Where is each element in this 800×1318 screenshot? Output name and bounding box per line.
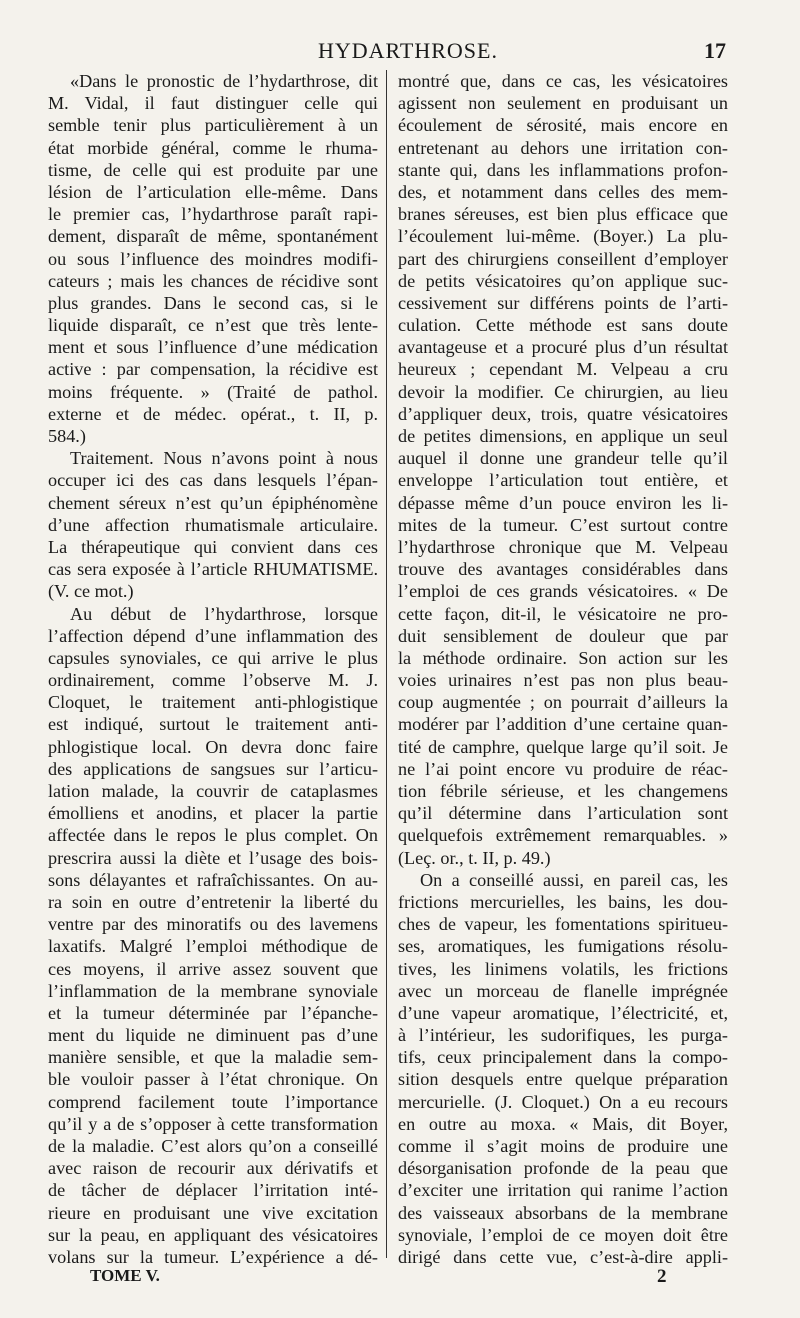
text-line: l’affection dépend d’une inflammation des: [48, 625, 378, 646]
text-line: mercurielle. (J. Cloquet.) On a eu recours: [398, 1091, 728, 1112]
text-line: (V. ce mot.): [48, 581, 134, 602]
text-line: externe et de médec. opérat., t. II, p.: [48, 403, 378, 424]
text-line: stante qui, dans les inflammations profon-: [398, 159, 728, 180]
text-line: des, et notamment dans celles des mem-: [398, 181, 728, 202]
text-line: culation. Cette méthode est sans doute: [398, 315, 728, 336]
text-line: avantageuse et a procuré plus d’un résultat: [398, 337, 728, 358]
text-line: lation malade, la couvrir de cataplasmes: [48, 781, 378, 801]
text-line: tisme, de celle qui est produite par une: [48, 159, 378, 180]
text-line: active : par compensation, la récidive est: [48, 359, 378, 380]
text-line: avec un morceau de flanelle imprégnée: [398, 980, 728, 1001]
text-line: l’hydarthrose chronique que M. Velpeau: [398, 536, 728, 557]
text-line: et la tumeur déterminée par l’épanche-: [48, 1002, 378, 1023]
text-line: de petits vésicatoires qu’on applique suc-: [398, 270, 728, 291]
text-line: coup augmentée ; on pourrait d’ailleurs la: [398, 692, 728, 713]
column-rule: [386, 70, 387, 1258]
text-line: ra soin en outre d’entretenir la liberté du: [48, 891, 378, 912]
text-line: de petites dimensions, en applique un seul: [398, 426, 728, 446]
text-line: semble tenir plus particulièrement à un: [48, 115, 378, 136]
text-line: de tâcher de déplacer l’irritation inté-: [48, 1180, 378, 1201]
text-line: M. Vidal, il faut distinguer celle qui: [48, 93, 378, 114]
running-head: [0, 38, 800, 68]
text-line: cette façon, dit-il, le vésicatoire ne pro-: [398, 603, 728, 624]
text-line: l’emploi de ces grands vésicatoires. « De: [398, 581, 728, 602]
volume-label: TOME V.: [90, 1266, 160, 1285]
text-line: auquel il donne une grandeur telle qu’il: [398, 448, 728, 469]
text-line: l’écoulement lui-même. (Boyer.) La plu-: [398, 226, 728, 247]
left-column: [48, 70, 378, 1268]
text-line: émolliens et anodins, et placer la partie: [48, 803, 378, 824]
text-line: ordinairement, comme l’observe M. J.: [48, 670, 378, 691]
text-line: trouve des avantages considérables dans: [398, 559, 728, 580]
text-line: phlogistique local. On devra donc faire: [48, 736, 378, 757]
text-line: prescrira aussi la diète et l’usage des bois-: [48, 847, 378, 868]
text-line: ches de vapeur, les fomentations spiritueu-: [398, 914, 728, 935]
text-line: modérer par l’addition d’une certaine quan-: [398, 714, 728, 735]
text-line: La thérapeutique qui convient dans ces: [48, 536, 378, 557]
text-line: qu’il y a de s’opposer à cette transformation: [48, 1113, 378, 1134]
text-line: d’appliquer deux, trois, quatre vésicatoires: [398, 403, 728, 424]
text-line: moins fréquente. » (Traité de pathol.: [48, 381, 378, 402]
text-line: dement, disparaît de même, spontanément: [48, 226, 378, 247]
text-line: On a conseillé aussi, en pareil cas, les: [420, 869, 728, 890]
signature-mark: 2: [657, 1266, 667, 1287]
text-line: tifs, ceux principalement dans la compo-: [398, 1047, 728, 1068]
text-line: ses, aromatiques, les fumigations résolu-: [398, 936, 728, 957]
text-line: occuper ici des cas dans lesquels l’épan-: [48, 470, 378, 491]
text-line: lésion de l’articulation elle-même. Dans: [48, 181, 378, 202]
text-line: voies urinaires n’est pas non plus beau-: [398, 670, 728, 691]
text-line: ou sous l’influence des moindres modifi-: [48, 248, 378, 269]
text-line: désorganisation profonde de la peau que: [398, 1158, 728, 1179]
text-line: frictions mercurielles, les bains, les dou-: [398, 891, 728, 912]
text-line: plus grandes. Dans le second cas, si le: [48, 292, 378, 313]
text-line: Traitement. Nous n’avons point à nous: [70, 448, 378, 469]
text-line: volans sur la tumeur. L’expérience a dé-: [48, 1246, 378, 1267]
text-line: ment et sous l’influence d’une médication: [48, 337, 378, 358]
text-line: tion fébrile sérieuse, et les changemens: [398, 781, 728, 801]
text-line: duit sensiblement de douleur que par: [398, 625, 728, 646]
text-line: Au début de l’hydarthrose, lorsque: [70, 603, 378, 624]
text-line: cas sera exposée à l’article RHUMATISME.: [48, 559, 378, 580]
text-line: écoulement de sérosité, mais encore en: [398, 115, 728, 136]
text-line: dirigé dans cette vue, c’est-à-dire appli-: [398, 1246, 728, 1267]
text-line: des applications de sangsues sur l’articu-: [48, 758, 378, 779]
text-line: laxatifs. Malgré l’emploi méthodique de: [48, 936, 378, 957]
text-line: sons délayantes et rafraîchissantes. On au-: [48, 869, 378, 890]
text-line: Cloquet, le traitement anti-phlogistique: [48, 692, 378, 713]
text-line: liquide disparaît, ce n’est que très lente-: [48, 315, 378, 336]
text-line: la méthode ordinaire. Son action sur les: [398, 647, 728, 668]
text-line: ne l’ai point encore vu produire de réac-: [398, 758, 728, 779]
text-line: chement séreux n’est qu’un épiphénomène: [48, 492, 378, 513]
text-line: ventre par des minoratifs ou des lavemens: [48, 914, 378, 935]
text-line: tives, les linimens volatils, les frictions: [398, 958, 728, 979]
text-line: synoviale, l’emploi de ce moyen doit être: [398, 1224, 728, 1245]
text-line: tité de camphre, quelque large qu’il soit. Je: [398, 736, 728, 757]
text-line: manière sensible, et que la maladie sem-: [48, 1047, 378, 1068]
text-line: rieure en produisant une vive excitation: [48, 1202, 378, 1223]
text-line: d’une affection rhumatismale articulaire.: [48, 514, 378, 535]
text-line: en outre au moxa. « Mais, dit Boyer,: [398, 1113, 728, 1134]
text-line: sur la peau, en appliquant des vésicatoires: [48, 1224, 378, 1245]
text-line: sition desquels entre quelque préparation: [398, 1069, 728, 1090]
text-line: état morbide général, comme le rhuma-: [48, 137, 378, 158]
page-number: 17: [704, 38, 726, 63]
text-line: cessivement sur différens points de l’arti-: [398, 292, 728, 313]
text-line: dépasse même d’un pouce environ les li-: [398, 492, 728, 513]
text-line: avec raison de recourir aux dérivatifs et: [48, 1158, 378, 1179]
running-title: HYDARTHROSE.: [318, 38, 498, 63]
text-line: enveloppe l’articulation tout entière, et: [398, 470, 728, 491]
text-line: de la maladie. C’est alors qu’on a conseillé: [48, 1136, 378, 1156]
text-line: d’exciter une irritation qui ranime l’action: [398, 1180, 728, 1201]
text-line: part des chirurgiens conseillent d’employer: [398, 248, 728, 269]
page-footer: [0, 1266, 800, 1290]
text-line: comprend facilement toute l’importance: [48, 1091, 378, 1112]
text-line: 584.): [48, 426, 86, 446]
text-line: heureux ; cependant M. Velpeau a cru: [398, 359, 728, 380]
text-line: capsules synoviales, ce qui arrive le plus: [48, 647, 378, 668]
right-column: [398, 70, 728, 1268]
text-line: entretenant au dehors une irritation con-: [398, 137, 728, 158]
text-line: l’inflammation de la membrane synoviale: [48, 980, 378, 1001]
text-line: agissent non seulement en produisant un: [398, 93, 728, 114]
text-line: des vaisseaux absorbans de la membrane: [398, 1202, 728, 1223]
text-line: comme il s’agit moins de produire une: [398, 1136, 728, 1156]
text-line: ces moyens, il arrive assez souvent que: [48, 958, 378, 979]
text-line: quelquefois extrêmement remarquables. »: [398, 825, 728, 846]
text-line: mites de la tumeur. C’est surtout contre: [398, 514, 728, 535]
text-line: qu’il détermine dans l’articulation sont: [398, 803, 728, 824]
text-line: affectée dans le repos le plus complet. On: [48, 825, 378, 846]
text-line: est indiqué, surtout le traitement anti-: [48, 714, 378, 735]
text-line: d’une vapeur aromatique, l’électricité, et,: [398, 1002, 728, 1023]
text-line: (Leç. or., t. II, p. 49.): [398, 847, 551, 868]
text-line: ble vouloir passer à l’état chronique. On: [48, 1069, 378, 1090]
text-line: cateurs ; mais les chances de récidive sont: [48, 270, 378, 291]
text-line: devoir la modifier. Ce chirurgien, au lieu: [398, 381, 728, 402]
text-line: montré que, dans ce cas, les vésicatoires: [398, 71, 728, 91]
text-line: ment du liquide ne diminuent pas d’une: [48, 1025, 378, 1046]
text-line: le premier cas, l’hydarthrose paraît rapi-: [48, 204, 378, 225]
text-line: «Dans le pronostic de l’hydarthrose, dit: [70, 71, 378, 91]
text-line: à l’intérieur, les sudorifiques, les purga-: [398, 1025, 728, 1046]
text-line: branes séreuses, est bien plus efficace que: [398, 204, 728, 225]
